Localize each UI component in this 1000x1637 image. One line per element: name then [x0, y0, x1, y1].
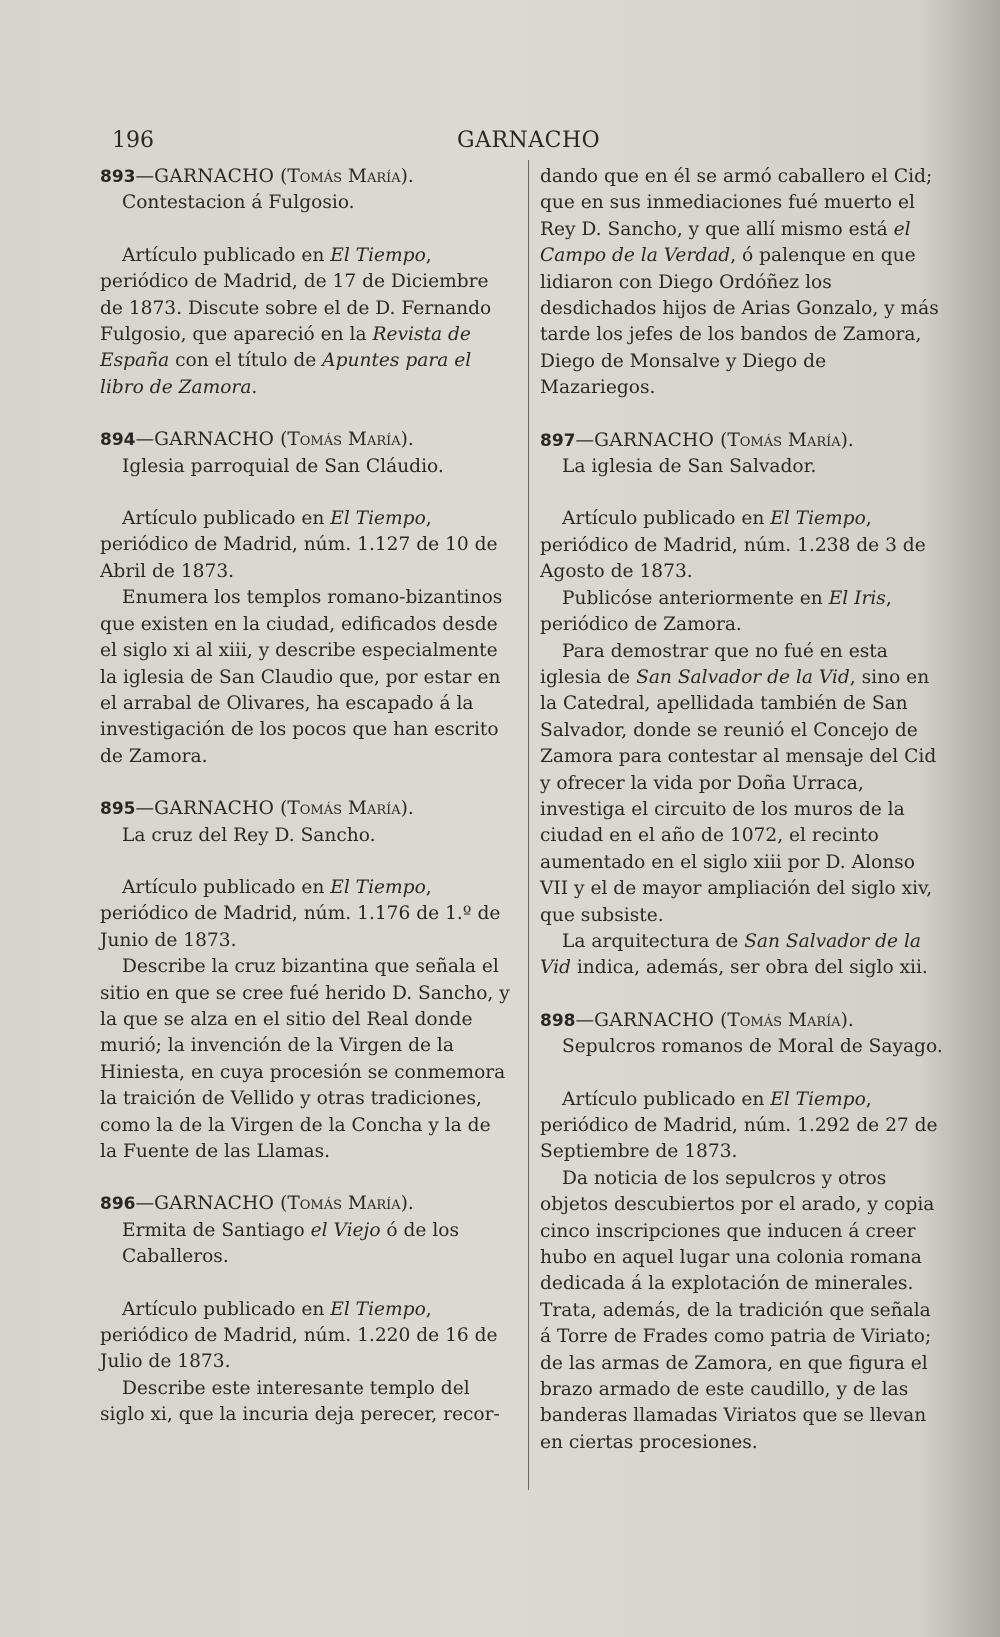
italic-run: Revista de España [100, 324, 471, 372]
text-run: , periódico de Madrid, de 17 de Diciembre de 1873. Discute sobre el de D. Fernando Fulgosio, que apareció en la [100, 244, 492, 346]
entry-894 [100, 427, 512, 770]
author-given-name: (Tomás María). [280, 1193, 414, 1215]
entry-893 [100, 164, 512, 401]
entry-898 [540, 1008, 944, 1457]
text-run: ó de los Caballeros. [122, 1219, 460, 1268]
entry-description: Da noticia de los sepulcros y otros objetos descubiertos por el arado, y copia cinco inscripciones que inducen á creer hubo en aquel lugar una colonia romana dedicada á la explotación de minerales. Trata, además, de la tradición que señala á Torre de Frades como patria de Viriato; de las armas de Zamora, en que figura el brazo armado de este caudillo, y de las banderas llamadas Viriatos que se llevan en ciertas procesiones. [540, 1167, 935, 1453]
text-run: Ermita de Santiago [122, 1219, 311, 1241]
italic-run: El Tiempo [330, 244, 426, 266]
entry-number: 895 [100, 799, 136, 820]
italic-run: San Salvador de la Vid [540, 930, 922, 979]
author-given-name: (Tomás María). [720, 1009, 854, 1031]
entry-title: Contestacion á Fulgosio. [122, 192, 355, 214]
entry-title [100, 1218, 512, 1271]
text-run: Artículo publicado en [122, 244, 331, 266]
entry-heading [100, 1191, 512, 1217]
text-run: , ó palenque en que lidiaron con Diego Ordóñez los desdichados hijos de Arias Gonzalo, y más tarde los jefes de los bandos de Zamora, Diego de Monsalve y Diego de Mazariegos. [540, 245, 939, 399]
text-run: , periódico de Madrid, núm. 1.292 de 27 de Septiembre de 1873. [540, 1088, 938, 1163]
entry-title: Sepulcros romanos de Moral de Sayago. [562, 1036, 943, 1058]
running-title: GARNACHO [457, 128, 601, 153]
entry-description: Describe la cruz bizantina que señala el sitio en que se cree fué herido D. Sancho, y la que se alza en el sitio del Real donde murió; la invención de la Virgen de la Hiniesta, en cuya procesión se conmemora la traición de Vellido y otras tradiciones, como la de la Virgen de la Concha y la de la Fuente de las Llamas. [100, 956, 510, 1162]
italic-run: el Campo de la Verdad [540, 218, 911, 267]
text-run: , periódico de Madrid, núm. 1.127 de 10 de Abril de 1873. [100, 508, 498, 582]
entry-heading [540, 1008, 944, 1034]
italic-run: San Salvador de la Vid [636, 666, 850, 688]
text-run: dando que en él se armó caballero el Cid; que en sus inmediaciones fué muerto el Rey D. Sancho, y que allí mismo está [540, 166, 933, 240]
entry-title: Iglesia parroquial de San Cláudio. [122, 455, 444, 477]
italic-run: Apuntes para el libro de Zamora [100, 350, 472, 398]
entry-description [100, 1297, 512, 1376]
text-run: Artículo publicado en [562, 1088, 771, 1110]
text-run: Publicóse anteriormente en [562, 587, 829, 609]
author-given-name: (Tomás María). [280, 166, 414, 187]
entry-description [540, 506, 944, 585]
entry-number: 893 [100, 167, 136, 187]
running-head [112, 128, 904, 158]
entry-description: Enumera los templos romano-bizantinos que existen en la ciudad, edificados desde el siglo xi al xiii, y describe especialmente la iglesia de San Claudio que, por estar en el arrabal de Olivares, ha escapado á la investigación de los pocos que han escrito de Zamora. [100, 587, 503, 767]
text-run: con el título de [169, 350, 323, 372]
continued-text [540, 164, 944, 402]
text-run: , periódico de Madrid, núm. 1.176 de 1.º de Junio de 1873. [100, 876, 501, 951]
italic-run: El Tiempo [330, 1298, 426, 1320]
italic-run: El Iris [828, 587, 886, 609]
text-run: Artículo publicado en [122, 508, 331, 530]
entry-description [540, 1087, 944, 1166]
entry-heading [540, 428, 944, 454]
entry-description [540, 586, 944, 639]
entry-description [540, 929, 944, 982]
entry-dash: — [575, 1009, 595, 1031]
text-run: Artículo publicado en [562, 508, 771, 530]
entry-dash: — [575, 429, 595, 451]
italic-run: El Tiempo [330, 508, 426, 530]
entry-896 [100, 1191, 512, 1428]
entry-dash: — [135, 798, 155, 820]
text-run: Artículo publicado en [122, 1298, 331, 1320]
entry-dash: — [135, 1193, 155, 1215]
entry-title: La cruz del Rey D. Sancho. [122, 824, 376, 846]
author-surname: GARNACHO [154, 166, 275, 187]
entry-heading [100, 164, 512, 190]
entry-description: Describe este interesante templo del siglo xi, que la incuria deja perecer, recor- [100, 1377, 500, 1426]
author-given-name: (Tomás María). [720, 429, 854, 451]
author-surname: GARNACHO [594, 1009, 715, 1031]
text-run: Artículo publicado en [122, 876, 331, 898]
author-surname: GARNACHO [154, 798, 275, 820]
text-run: , sino en la Catedral, apellidada también de San Salvador, donde se reunió el Concejo de Zamora para contestar al mensaje del Cid y ofrecer la vida por Doña Urraca, investiga el circuito de los muros de la ciudad en el año de 1072, el recinto aumentado en el siglo xiii por D. Alonso VII y el de mayor ampliación del siglo xiv, que subsiste. [540, 666, 937, 926]
column-rule [528, 160, 529, 1490]
entry-897 [540, 428, 944, 982]
entry-dash: — [135, 429, 155, 451]
entry-number: 897 [540, 430, 576, 451]
left-column [100, 164, 512, 1429]
italic-run: El Tiempo [770, 1088, 866, 1110]
italic-run: El Tiempo [330, 876, 426, 898]
page-number: 196 [112, 128, 154, 153]
text-run: La arquitectura de [562, 930, 745, 952]
entry-number: 896 [100, 1194, 136, 1215]
author-surname: GARNACHO [154, 1193, 275, 1215]
entry-number: 894 [100, 430, 136, 451]
entry-title: La iglesia de San Salvador. [562, 456, 817, 478]
text-run: Para demostrar que no fué en esta iglesia de [540, 640, 888, 688]
entry-heading [100, 427, 512, 453]
author-given-name: (Tomás María). [280, 798, 414, 820]
text-run: , periódico de Madrid, núm. 1.220 de 16 de Julio de 1873. [100, 1298, 498, 1373]
entry-number: 898 [540, 1010, 576, 1031]
text-run: indica, además, ser obra del siglo xii. [570, 957, 928, 979]
entry-heading [100, 796, 512, 822]
text-run: , periódico de Zamora. [540, 587, 892, 636]
italic-run: el Viejo [310, 1219, 381, 1241]
right-column [540, 164, 944, 1456]
italic-run: El Tiempo [770, 508, 866, 530]
entry-dash: — [135, 166, 155, 187]
entry-895 [100, 796, 512, 1165]
entry-description [100, 875, 512, 954]
entry-description [100, 506, 512, 585]
text-run: , periódico de Madrid, núm. 1.238 de 3 de Agosto de 1873. [540, 508, 926, 583]
entry-description [100, 243, 512, 401]
text-run: . [251, 376, 258, 398]
author-surname: GARNACHO [594, 429, 715, 451]
author-given-name: (Tomás María). [280, 429, 414, 451]
author-surname: GARNACHO [154, 429, 275, 451]
entry-description [540, 639, 944, 929]
